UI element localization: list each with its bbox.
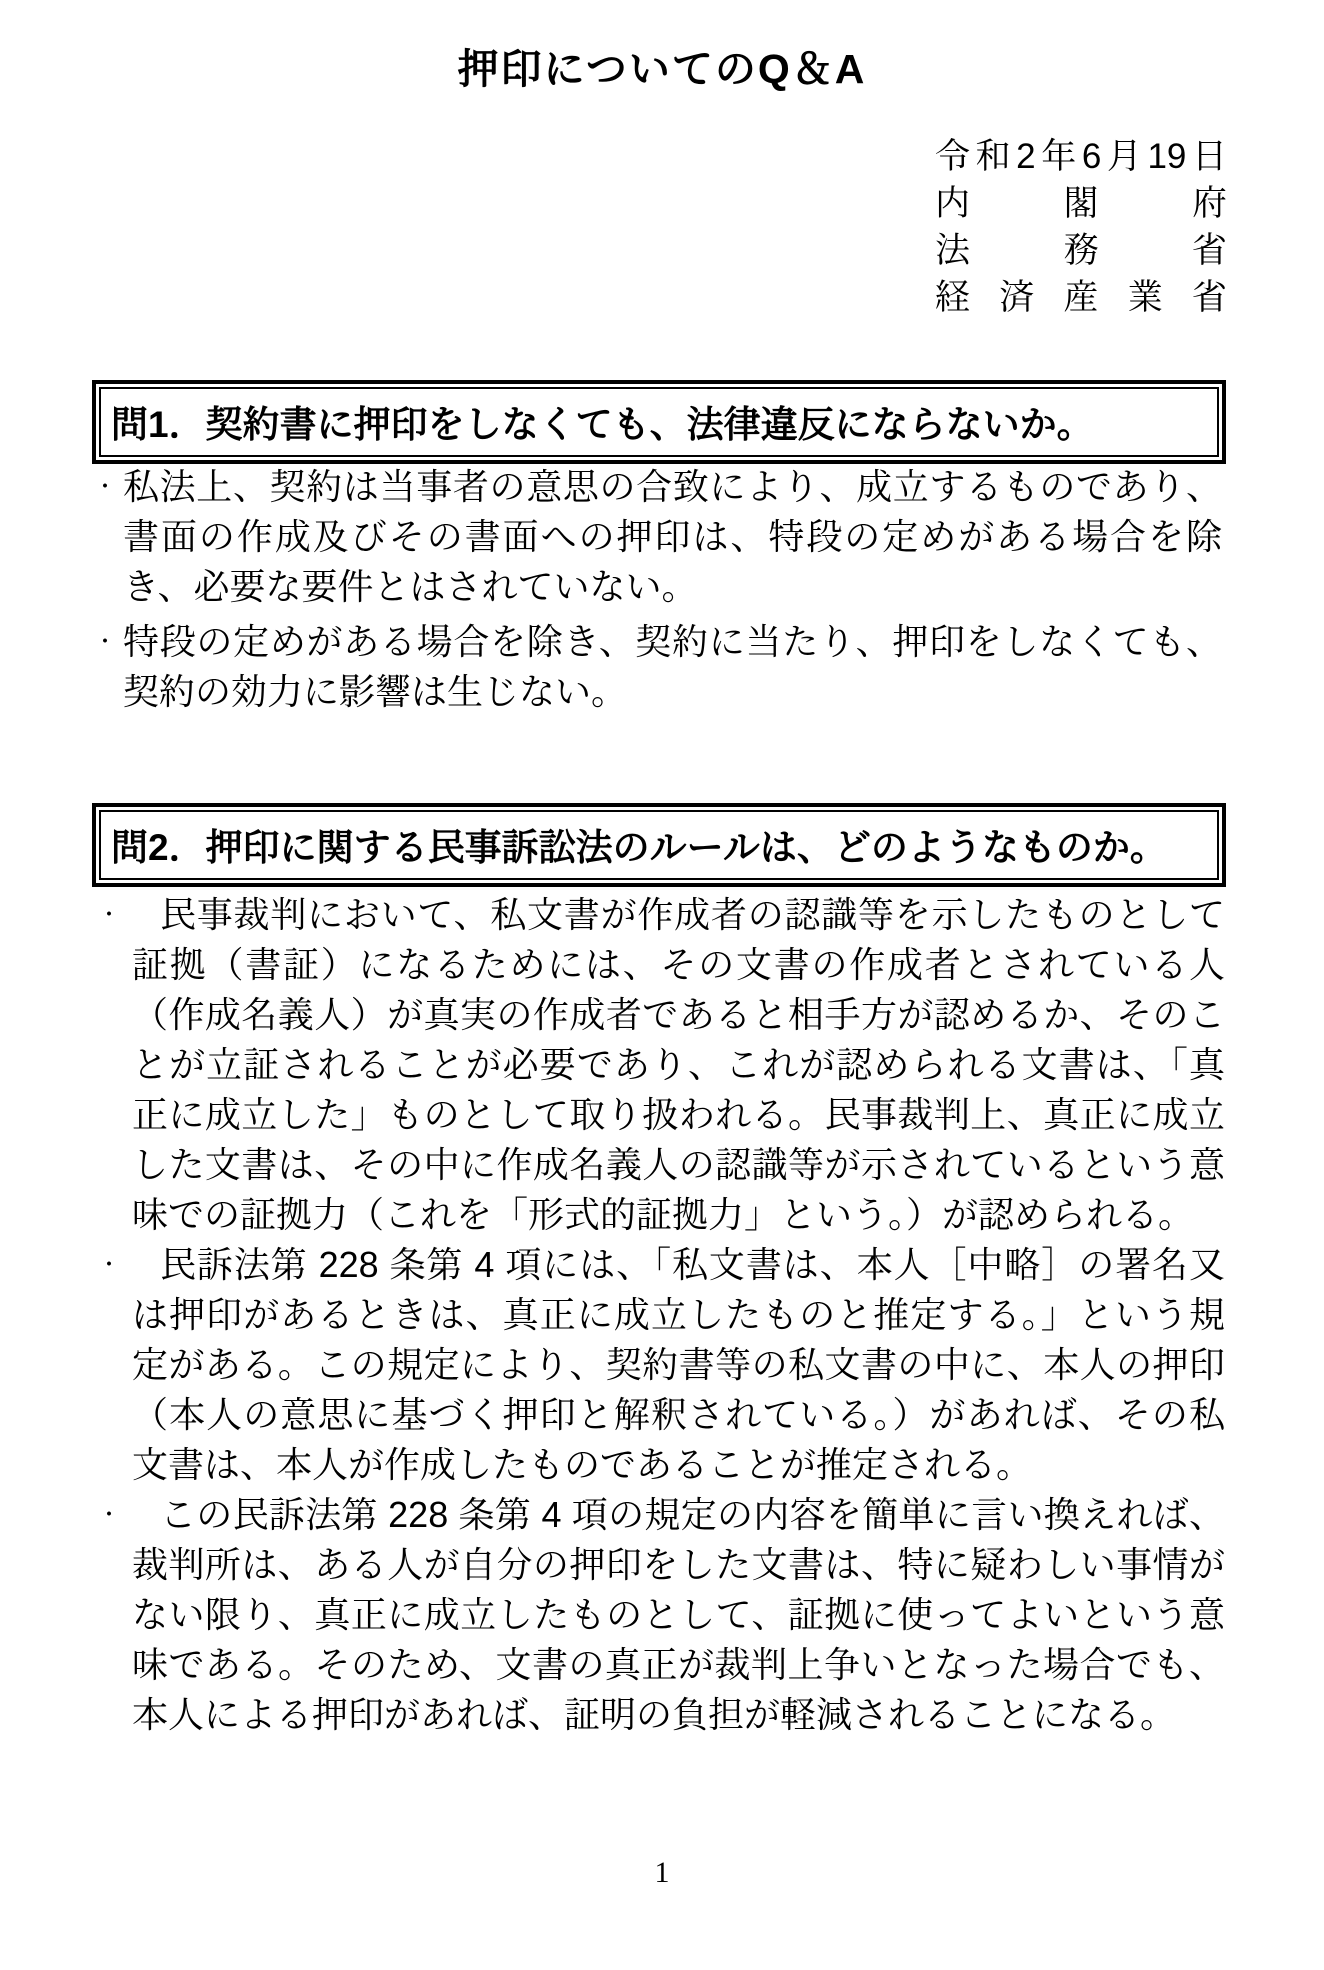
question2-heading-box: [92, 803, 1226, 887]
document-date: 令和2年6月19日: [935, 137, 1227, 176]
question2-heading: 問2．押印に関する民事訴訟法のルールは、どのようなものか。: [99, 810, 1219, 880]
list-item: [92, 617, 1222, 717]
author-ministry-of-justice: 法務省: [935, 231, 1227, 270]
author-cabinet-office: 内閣府: [935, 184, 1227, 223]
list-item: [92, 462, 1222, 612]
question1-answer-list: [92, 462, 1222, 717]
document-title: 押印についてのQ＆A: [457, 46, 867, 92]
question2-bullet-1-text: 民事裁判において、私文書が作成者の認識等を示したものとして証拠（書証）になるためには、その文書の作成者とされている人（作成名義人）が真実の作成者であると相手方が認めるか、そのことが立証されることが必要であり、これが認められる文書は、「真正に成立した」ものとして取り扱われる。民事裁判上、真正に成立した文書は、その中に作成名義人の認識等が示されているという意味での証拠力（これを「形式的証拠力」という。）が認められる。: [132, 894, 1225, 1235]
question2-bullet-3-text: この民訴法第 228 条第 4 項の規定の内容を簡単に言い換えれば、裁判所は、ある人が自分の押印をした文書は、特に疑わしい事情がない限り、真正に成立したものとして、証拠に使ってよいという意味である。そのため、文書の真正が裁判上争いとなった場合でも、本人による押印があれば、証明の負担が軽減されることになる。: [132, 1494, 1225, 1735]
list-item: [92, 1490, 1225, 1740]
bullet-icon: ・: [98, 1252, 121, 1277]
date-author-block: [935, 133, 1227, 321]
question2-bullet-2-text: 民訴法第 228 条第 4 項には、「私文書は、本人［中略］の署名又は押印があるときは、真正に成立したものと推定する。」という規定がある。この規定により、契約書等の私文書の中に、本人の押印（本人の意思に基づく押印と解釈されている。）があれば、その私文書は、本人が作成したものであることが推定される。: [132, 1244, 1225, 1485]
question1-bullet-2-text: 特段の定めがある場合を除き、契約に当たり、押印をしなくても、契約の効力に影響は生じない。: [123, 621, 1222, 712]
list-item: [92, 890, 1225, 1240]
bullet-icon: ・: [98, 902, 121, 927]
page-number: 1: [654, 1856, 670, 1889]
bullet-icon: ・: [94, 629, 117, 654]
question1-heading: 問1．契約書に押印をしなくても、法律違反にならないか。: [99, 387, 1219, 457]
author-ministry-of-economy: 経済産業省: [935, 278, 1227, 317]
question1-bullet-1-text: 私法上、契約は当事者の意思の合致により、成立するものであり、書面の作成及びその書面への押印は、特段の定めがある場合を除き、必要な要件とはされていない。: [123, 466, 1222, 607]
question1-heading-box: [92, 380, 1226, 464]
bullet-icon: ・: [94, 474, 117, 499]
list-item: [92, 1240, 1225, 1490]
bullet-icon: ・: [98, 1502, 121, 1527]
question2-answer-list: [92, 890, 1225, 1740]
